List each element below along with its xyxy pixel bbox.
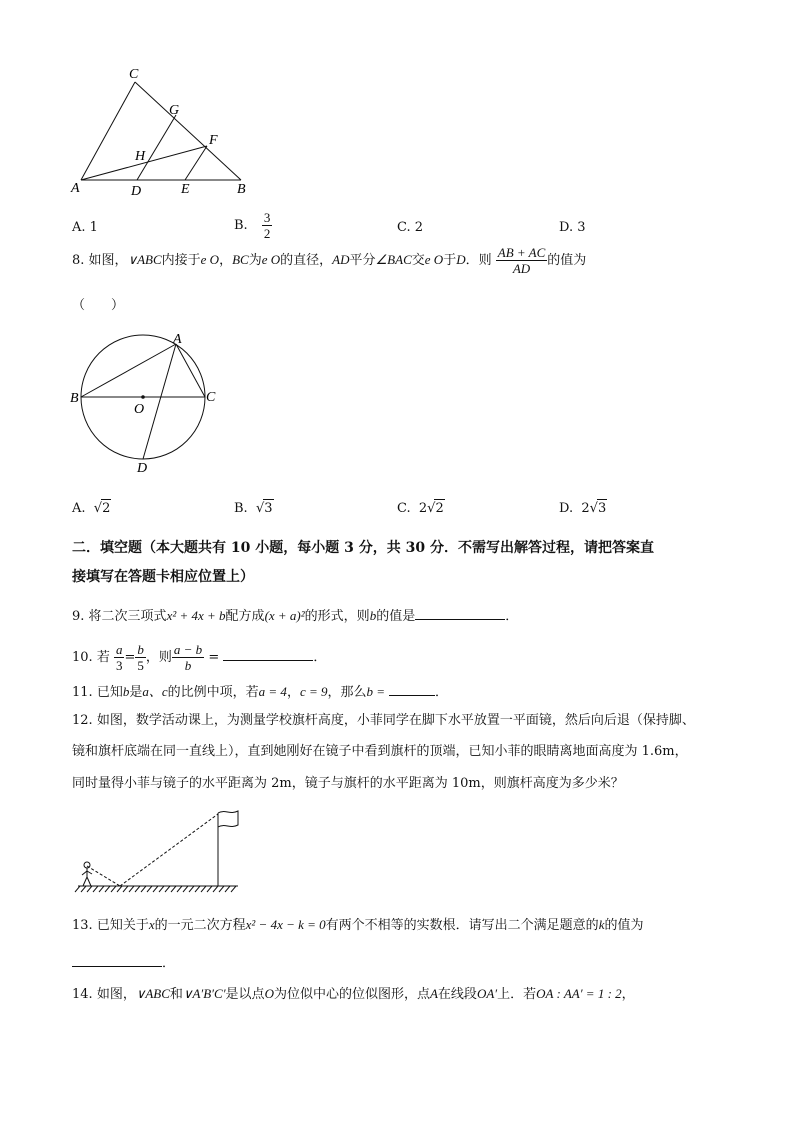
q8-option-a: A. √2 [72,501,111,516]
option-radicand: 2 [102,501,111,516]
text: = [124,650,136,665]
text: 交 [411,253,425,268]
option-coef: 2 [581,501,590,516]
q8-label-c: C [206,390,216,405]
q7-label-d: D [131,184,142,199]
text: ．则 [465,253,492,268]
q8-label-b: B [70,391,79,406]
question-number: 11. [72,685,93,700]
option-radicand: 3 [597,501,607,516]
answer-blank[interactable] [415,605,505,620]
q13-answer-line [72,952,175,973]
text: 为位似中心的位似图形，点 [273,987,430,1002]
math: a = 4 [258,684,287,699]
math: b [369,608,377,623]
option-letter: A. [72,220,86,235]
q7-option-d [559,219,586,237]
math: ∨A′B′C′ [182,986,226,1001]
q13-question [72,916,643,935]
math: ∠BAC [375,252,412,267]
option-letter: B. [234,501,248,516]
text: 是 [129,685,143,700]
section2-heading-line1: 二．填空题（本大题共有 10 小题，每小题 3 分，共 30 分．不需写出解答过程，请把答案直 [72,540,654,556]
text: 配方成 [225,609,265,624]
fraction-numerator: AB + AC [497,245,546,260]
answer-blank[interactable] [389,681,435,696]
text: 内接于 [161,253,201,268]
question-number: 9. [72,609,85,624]
option-coef: 2 [418,501,428,516]
q8-label-o: O [134,402,145,417]
math: x [148,917,155,932]
fraction-numerator: a − b [173,642,203,657]
math: ∨ABC [127,252,162,267]
text: 为 [248,253,262,268]
fraction-denominator: 5 [137,658,144,673]
fraction-denominator: b [184,658,192,673]
q8-option-d: D. 2√3 [559,501,607,516]
answer-blank[interactable] [72,952,162,967]
text: 的形式，则 [304,609,370,624]
math: c = 9 [299,684,328,699]
text: 上．若 [497,987,537,1002]
option-letter: C. [397,220,411,235]
text: 将二次三项式 [88,609,167,624]
question-number: 8. [72,253,85,268]
text: 已知关于 [96,918,149,933]
math: AD [332,252,350,267]
q8-fraction [496,245,548,276]
q10-fraction-2 [135,642,146,673]
math: A [429,986,438,1001]
option-radicand: 3 [264,501,273,516]
fraction-denominator: 3 [115,658,123,673]
text: 的直径， [280,253,333,268]
question-number: 14. [72,987,93,1002]
q12-line2: 镜和旗杆底端在同一直线上），直到她刚好在镜子中看到旗杆的顶端，已知小菲的眼睛离地面高度为 1.6m， [72,744,688,759]
text: = [208,650,220,665]
q8-option-c: C. 2√2 [397,501,444,516]
text: 在线段 [437,987,477,1002]
q8-paren: （ ） [72,298,125,313]
math: b [122,684,130,699]
text: ． [435,685,449,700]
q10-fraction-3 [172,642,204,673]
text: 有两个不相等的实数根．请写出二个满足题意的 [325,918,599,933]
section2-heading-line2: 接填写在答题卡相应位置上） [72,569,254,585]
option-value: 2 [414,220,424,235]
q7-label-c: C [129,67,139,82]
text: ，则 [145,650,172,665]
q7-option-a [72,219,98,237]
q8-label-a: A [173,332,182,347]
text: 如图，数学活动课上，为测量学校旗杆高度，小菲同学在脚下水平放置一平面镜，然后向后退（保持脚、 [96,713,695,728]
math: e O [200,252,220,267]
text: ． [505,609,519,624]
option-letter: A. [72,501,86,516]
option-letter: D. [559,501,574,516]
q8-label-d: D [137,461,148,476]
q9-question [72,605,518,626]
q8-option-b: B. √3 [234,501,273,516]
text: 于 [443,253,457,268]
math: x² + 4x + b [166,608,226,623]
text: ， [219,253,233,268]
text: 已知 [96,685,123,700]
option-fraction-denominator: 2 [263,226,271,241]
q7-option-c [397,219,423,237]
text: ． [313,650,327,665]
text: ， [621,987,635,1002]
text: 的值为 [604,918,644,933]
text: 如图， [96,987,136,1002]
q7-label-b: B [237,182,246,197]
math: e O [261,252,281,267]
math: k [598,917,605,932]
option-letter: C. [397,501,411,516]
text: 的比例中项，若 [167,685,259,700]
math: D [456,252,466,267]
text: ，那么 [327,685,367,700]
math: BC [232,252,249,267]
option-letter: D. [559,220,574,235]
question-number: 12. [72,713,93,728]
math: O [264,986,274,1001]
text: 若 [96,650,110,665]
math: (x + a)² [264,608,305,623]
q10-fraction-1 [114,642,125,673]
q12-line3: 同时量得小菲与镜子的水平距离为 2m，镜子与旗杆的水平距离为 10m，则旗杆高度为多少米？ [72,776,624,791]
math: OA : AA′ = 1 : 2 [536,986,622,1001]
fraction-numerator: b [137,642,144,657]
math: OA′ [476,986,498,1001]
text: 的值为 [547,253,587,268]
math: a、c [142,684,168,699]
fraction-denominator: AD [512,261,531,276]
math: b = [366,684,386,699]
text: 的一元二次方程 [154,918,246,933]
q7-label-g: G [169,103,180,118]
text: 的值是 [376,609,416,624]
text: 是以点 [225,987,265,1002]
q11-question [72,681,448,702]
math: e O [424,252,444,267]
option-value: 1 [89,220,98,235]
q7-label-e: E [181,182,190,197]
text: ． [162,956,176,971]
option-letter: B. [234,218,248,233]
fraction-numerator: a [115,642,123,657]
q12-line1 [72,712,695,730]
q7-label-a: A [71,181,80,196]
math: x² − 4x − k = 0 [245,917,326,932]
q10-question [72,642,327,673]
q14-question [72,985,635,1004]
q7-triangle-figure [65,62,265,202]
question-number: 13. [72,918,93,933]
q8-circle-figure [68,326,228,476]
q8-question [72,245,587,276]
math: ∨ABC [135,986,170,1001]
text: 和 [169,987,183,1002]
question-number: 10. [72,650,93,665]
option-fraction-numerator: 3 [263,210,271,225]
text: 如图， [88,253,128,268]
q7-option-b [234,210,272,241]
text: 平分 [349,253,376,268]
q7-label-h: H [135,149,146,164]
q7-label-f: F [209,133,218,148]
text: ， [286,685,300,700]
option-value: 3 [577,220,586,235]
answer-blank[interactable] [223,646,313,661]
option-radicand: 2 [435,501,444,516]
q12-flagpole-figure [70,805,250,895]
